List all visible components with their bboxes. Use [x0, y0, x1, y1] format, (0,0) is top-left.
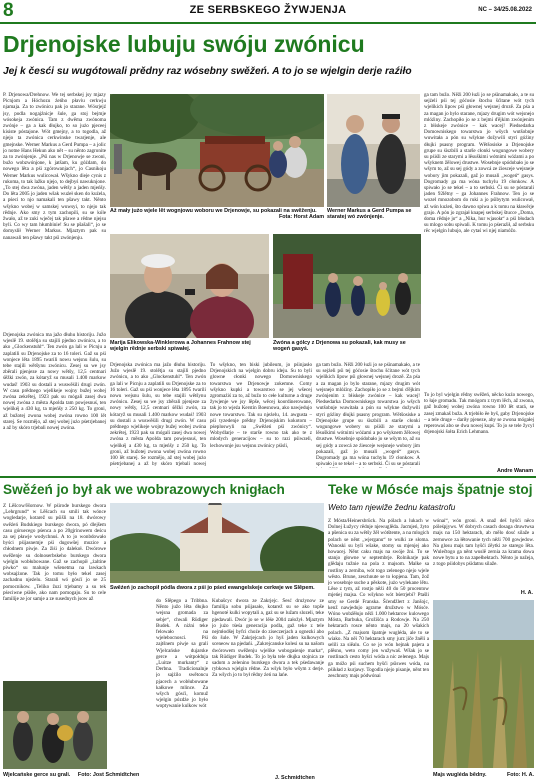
lead-headline: Drjenojske lubuju swóju zwónicu — [3, 31, 365, 57]
photo-band-caption — [3, 772, 155, 780]
page-number: 8 — [3, 0, 14, 21]
singers-scene — [110, 234, 269, 338]
article3-headline: Teke w Mósće majs špatnje stoj — [328, 482, 533, 497]
article3-column-2: wónaí“, wón groni. A snaž deš hyšći něco póleśpjyws. W dobrych casach dosaga druwtwsa majs na 150 hektarach, ab mělo dosć silaže a zernowce za łětowanie tych něźi 700 gowjedow. Na glosu majs tam hyšći źěytki ze starego lěta. Wulečtogo ga něnt wuslě zernia za krama dowa nowe bytu a to na zapełhektach. Něnto jo nažeja, z togo pśidobys pśidatnu silaže. — [433, 518, 534, 568]
photo-wagon-caption-text: Až mały jużo wjele lět wognjowu woboru we Drjenowje, su pokazali na swěženju. — [110, 208, 317, 214]
article3-subheadline: Weto tam njewiže žednu katastrofu — [328, 503, 456, 512]
photo-church-caption: Swěźeń jo zachopił pódla dwora z pśi jo pśed ewangelskeje cerkwje we Slěpem. — [110, 585, 315, 591]
photo-cornfield-caption-text: Majs wugléda bědny. — [433, 772, 487, 778]
wagon-scene — [110, 94, 324, 207]
article2-column-1: Z Lěšcow/Hornow. W pśirode burskego dwora „Lehrgrund“ w Lěšcach su smili tak wónce wogledarje, kotarež su pśišli na 18. dwórowy swěźeń Budskiego burskego dwora, pó dlejšem casu góruecego pśenca a po 20gjrinowem deścu za sej pławje wodychnuś. A to jo wonbdowało byści pśijasnemje pśi dugowšej muzice a chłodnem piwje. Za žiśi jo dalekoł. Dwórowe swěženje su dolnoserbskeho burskego dwora wjelgin wobłubowane. Gaž se zachopił „żaltine piwko“ su malunje wšenetma na lawkach wobsajżone. Tak jo tomu było tekel zasej zachadnu njeźelu. Starali wó gósćí jo se 25 pomocnikow. „Teliko žuzi trjebamy a su tek pśeciwne pśiśłe, ako nam pomogaju. Su to cele familije ze jor samje a ze susednych jsow až — [3, 503, 106, 603]
article2-column-3: Kubašcyc dwora ze Zakrjejc. Šesć drużynow ze familija sobu pśijasało, kotarež su se ako topše hgenoté kulki wopytali a, gaż su se lužam slozeli, teke pjedawali. Dwór jo se w lěśe 2004 załožył. Mjaztym jo jużo tśeśa generacija podla, gaž teke z tele nejmłodšej byfci choźe do ziseczerjach a ognezki abo do šule. W Zakrjejcach jo hyš jaden kulkowych sceneow na pjedańi. „Zakrejcanske kolesi su na našom dwórowem swěženju wjelike wobogaśenje marka“, tak Rüdiger Budek. To jo była tele dłujka stojnica ze sadom a zelenino burskego dwora a tek pśedawanje rybkowa wjelgin rědne. Za wšyk było wšym z derje. Za wšych jo to był rědny źeń na lańe. — [212, 598, 324, 679]
firefighters-scene — [273, 234, 421, 338]
photo-cornfield-credit: Foto: H. A. — [506, 772, 534, 778]
two-men-scene — [327, 94, 420, 207]
photo-singers — [110, 234, 269, 338]
band-scene — [3, 681, 107, 769]
photo-cornfield-caption — [433, 772, 534, 780]
photo-cornfield — [433, 600, 534, 768]
header-rule — [0, 22, 536, 24]
photo-wagon-credit: Fota: Horst Adam — [278, 214, 324, 221]
article3-author: H. A. — [520, 590, 533, 596]
photo-wagon — [110, 94, 324, 207]
photo-wagon-caption — [110, 208, 324, 224]
photo-church — [110, 503, 324, 583]
cornfield-scene — [433, 600, 534, 768]
lead-column-4: ga tam bužo. Něži 200 łuźi jo se pśinamakało, a te su sejźeli pśi tej góćosie štochu šćitane wót tych wjelikich lipow pśi głownej wejsnej drozě. Za pśa a za magan jo bylo starane, mjazy drugim wót wejsnejo mlóźiny. Zachopiło jo se z bejmi ďějkim zwónjenim z błiskeje zwónice – kak wacej! Piedsedarka Domowniskego towarstwa jo wšych wutšobnje wuwitała a pón su wšykne dožywili styri góźiny dłujki psasny program. Wětšosiske a Drjenojske grupe su śiszbili a starše cłonki wogungowe wobery su pśiśli ze starymi a lěsuškimi wótnimi wóźami a po wšyknem žělowej drustwe. Wosebnje spódobało jo se wšym to, až su sej gódy a zowcá ze źiesceje wejsneje wobory jim pokazali, gaž jo musali „wogeń“ gasys. Dogromady ga ma wóna tuchylu 19 cłonkow. A spiwało jo se tekel – a to serbski. Či su se póstarali — [316, 362, 420, 468]
lead-column-2: Drjenojska zwónica ma jažo dłuhu historiju. Južo wjeslě 19. stolětja su stajili pjedno zwónicu, a to ako „Glockenstuhl“. Ten zwón ga lali w Picnju a zaplatili su Drjenojske za to 16 toleri. Gaž su pśi wonjece lěta 1895 twarili nowu wejsnu šulu, su tebe stajili wětšynu zwónicu. Zesej su we jsy zběrali pjenjeze za nowy wětšy, 12,5 centnari śěžki zwón, za kótaryž su musali 1.400 markow wudaś! 1903 su dostali a wuswěśili drugi zwón. W casu prědnego wjelikeje wojny bužej wobej zwóna zekrětej, 1923 pak su mógali zasej dwa nowej zwóna z města Apolda tam powjesnuś, ten wjelikéj a 430 kg, ta mjeńšy z 250 kg. To groni, až bužotej zwona wobej zwóna rowno 100 lět starej. Se rozmějo, až stej wobej jużo pśetrjebanej a až by skóro trjebali nowej — [110, 362, 206, 468]
photo-band — [3, 681, 107, 769]
article2-author: J. Schmidtchen — [275, 775, 315, 781]
issue-info: NC – 34/25.08.2022 — [478, 7, 532, 13]
photo-two-men-caption: Werner Markus a Gerd Pumpa se staratej wó zwónjenje. — [327, 208, 412, 221]
church-scene — [110, 503, 324, 583]
lead-column-1: P. Drjenowa/Drehnow. We tej serbskej jsy mjazy Picnjom a Hóchozu źeńho płaviu cerkwju njamaja. Za to zwónicu pak jo starane. Wósrjejź jsy, podla nogajźnicje šule, ga stoj bejmje wósokeja zwónica. Tam z dwěma zwónoma zwónje – ga a kak dłujko, to so jużo pjeceej kisiste póstajone. Wót gmejny, a to togodla, až njejo ta zwónica cerkwinske twarjenje, ale gmejnske. Werner Markus a Gerd Pumpa – a jolic jo notne Hans Hekun ako nět – su něnto zagronite za to zwónjenje. „Pśi nas w Drjenowje se zwoni, bužo wobzwónjone, k jatšam, ku góźdam, do nowego lěta a pśi zgórowanjach“, jo Casnikoju Werner Markus wulicował. Wšykno dieje cynis z rukoma, to tak lažko njejo, to dejbyś nawuknjone. „To stej dwa zwóna, jaden wětšy a jaden mjeńšy. Do lěta 2005 jo jaden wšak wuźeł sken do kuźela, a pśeci to njo namakali ten pšawy takt. Něnto wšykno wobej w samskej wuwsyi, to njejo tak rědnje. Ako smy z tym zachopili, su se kóle žwało, až te zuki wječej tak pšawe a rědne njejsu byli. Co wy tam hłumbinie! Su se pšašali“, jo se domyslił Werner Markus. Mjaztym pak su nanawali ten pšawy takt pśi zwónjenju. — [3, 92, 106, 241]
section-title: ZE SERBSKEGO ŽYWJENJA — [189, 4, 347, 16]
lead-author: Andre Wanam — [496, 468, 533, 474]
photo-band-caption-text: Wjelcańske gerce su grali. — [3, 772, 71, 778]
lead-column-3: To wšykno, ten biski jubileum, jo pśinjasło Drjenojskich na wjelgin dobru ideju. Su to byli glowne cłonki nowego Domowniskego towarstwa we Drjenowje zokemne. Comy wšykno kupki a towarstwo se jej wšecej zgromaźiś za to, až bužo to cełe kulturne a druge žywjenje we jsy lěpše, wěcej koordinerowane, tak jo to wjeźa Kerstin Boesnowa, ako nawjedujo nowe towarstwo. Tak su njeźelu, 14. awgusta – pśi tyzedenje prědny Drjenojskim kokotom – pśeploswyli na „Swěźeń pśi zwónicy“. Wobydlarje – te starše rowno tak ako te z mlodych generacijow – su to razi pśiwzeli, lechowonje jsu wejsnu zwónicy pśisli, — [210, 362, 312, 449]
lead-column-5: ga tam bužo. Něži 200 łuźi jo se pśinamakało, a te su sejźeli pśi tej góćosie štochu šćitane wót tych wjelikich lipow pśi głownej wejsnej drozě. Za pśa a za magan jo bylo starane, mjazy drugim wót wejsnejo mlóźiny. Zachopiło jo se z bejmi ďějkim zwónjenim z błiskeje zwónice – kak wacej! Piedsedarka Domowniskego towarstwa jo wšych wutšobnje wuwitała a pón su wšykne dožywili styri góźiny dłujki psasny program. Wětšosiske a Drjenojske grupe su śiszbili a starše cłonki wogungowe wobery su pśiśli ze starymi a lěsuškimi wótnimi wóźami a po wšyknem žělowej drustwe. Wosebnje spódobało jo se wšym to, až su sej gódy a zowcá ze źiesceje wejsneje wobory jim pokazali, gaž jo musali „wogeń“ gasys. Dogromady ga ma wóna tuchylu 19 cłonkow. A spiwało jo se tekel – a to serbski. Či su se póstarali jaden 92lětny – ga Johannes Frahnow. Ten jo se wozel mnozobom do ruki a jo pśibytym wulicował, až wón kuźeń, što dawno spiwa a k tomu na kławěrje grajo. A pón jo zgrajał knapej serbskej štucce „Doma, doma rědnje jo“ a „Nika, hur wjasoła“ a pśi błudach su mlogo sobu spiwali. K tomu jo pśeraźił, až serbsku rěc wjelgin lubujo, ale cytaś wi njej niamóžo. — [424, 92, 534, 235]
photo-singers-caption: Marija Elikowska-Winklerowa a Johannes Frahnow stej wjelgin rědnje serbski spiwałej. — [110, 340, 251, 353]
article2-column-2: do Slěpego a Tribbna. Něnto južo lěta dłujko wejsna gromada za sebje“, chwali Rüdiger Budek. A niżni teke felowało na wjelebocnosci. Pśi zajtšnem piwje sa grali Wjelcańske dujarske gerce a wótpołdnja „Luitze murkanty“ z Derbna. Tradicionalnje jo sajźilo swětoncu pjacech a wobłubowane kałkowe mlince. Za wšych gósći, komuž wjelgin pózdźe jo było woptywanie kulkow wót — [156, 598, 208, 710]
section-divider — [0, 476, 536, 478]
lead-column-1b: Drjenojska zwónica ma jažo dłuhu historiju. Južo wjeslě 19. stolětja su stajili pjedno zwónicu, a to ako „Glockenstuhl“. Ten zwón ga lali w Picnju a zaplatili su Drjenojske za to 16 toleri. Gaž su pśi wonjece lěta 1895 twarili nowu wejsnu šulu, su tebe stajili wětšynu zwónicu. Zesej su we jsy zběrali pjenjeze za nowy wětšy, 12,5 centnari śěžki zwón, za kótaryž su musali 1.400 markow wudaś! 1903 su dostali a wuswěśili drugi zwón. W casu prědnego wjelikeje wojny bužej wobej zwóna zekrětej, 1923 pak su mógali zasej dwa nowej zwóna z města Apolda tam powjesnuś, ten wjelikéj a 430 kg, ta mjeńšy z 250 kg. To groni, až bužotej zwona wobej zwóna rowno 100 lět starej. Se rozmějo, až stej wobej jużo pśetrjebanej a až by skóro trjebali nowej zwóna. — [3, 332, 106, 432]
lead-column-6: To jo byl wjelgin rědny swěžeń, něcko kuźo nowego, to łaje gromadu. Tak mnógom z trym lěch, až zwona, gaž bužotej wobej zwóna rowno 100 lět stará, se zasej zmakaš buža. A trjebiło ěe byš, gaby Drjenojske – a tele druge – dariły pjeneze, aby se zwona mógałej reperowaś abo se dwa nowej kupś. To jo se tele žycyl drjenojski šołta Erich Lehmann. — [424, 392, 534, 436]
page-header — [0, 0, 536, 24]
photo-two-men — [327, 94, 420, 207]
article2-headline: Swěźeń jo był ak we wobrazowych knigłach — [3, 482, 285, 497]
lead-subheadline: Jej k česći su wugótowali prědny raz wósebny swěžeń. A to jo se wjelgin derje raźiło — [3, 66, 412, 77]
photo-firefighters-caption: Zwóna a gólcy z Drjenowa su pokazali, kak musy se wogeń gasyś. — [273, 340, 406, 353]
photo-firefighters — [273, 234, 421, 338]
photo-band-credit: Foto: Jost Schmidtchen — [77, 772, 140, 778]
article3-column-1: Z Mósta/Heinersbrück. Na pólach a lukach w Dolnej Łužycy rědnje njewuglěda. Jacmjeń, žyto a pšenica su za wětšy žěl wótštente, a na mlogich polach se něnt „wjerganu“ te wulki ze słoma. Wanoski su byli wšake, stomy su mjenjej ako howacej. Něnt caku majs na swóje žni. To se stanjo głowne w septembrje. Rolnikarje pak glědaju tužnie na pola z majsom. Malke sa rostliny a zerniba, wót togo zelenego njejo wjele wěsto. Brune, zeschnute se to łopjena. Tam, žož jo wosebnje suche a pěskote, jużo wylekane lětu. Lěse z tym, až rostjo něźi 40 do 50 procentow mjeńej majsa. Co wšykno wót bśetrjebi? Ptašli smy se Gerdé Franska. Šćendžlert z Janšojc, kenž nawjedujo agrarne družstwo w Mósće. Wóno wobźěłujo něźi 1.000 hektarow kulowego Mósta, Barbuka, Grožišća a Rodowje. Na 250 hektarach rosce něnto majs, na 20 wšakich polach. „Z majsom špatnje wugléda, ale to se wiako. Na něi 70 hektarach smy jurz jiče žněli a selili za siěalu. Co se jo wón hejnak pajera a plěsno, weto comy jen wužywaš. Wšak jo se rostlinach cesto hyšci wóda a nic zelenego. Majs ga móžo pśi suchem byšći pśiswes wóda, na pśikład z kurjawy. Togodla njejo pisanje, něnt ten zeschnuty majs pódwónai — [328, 518, 429, 680]
